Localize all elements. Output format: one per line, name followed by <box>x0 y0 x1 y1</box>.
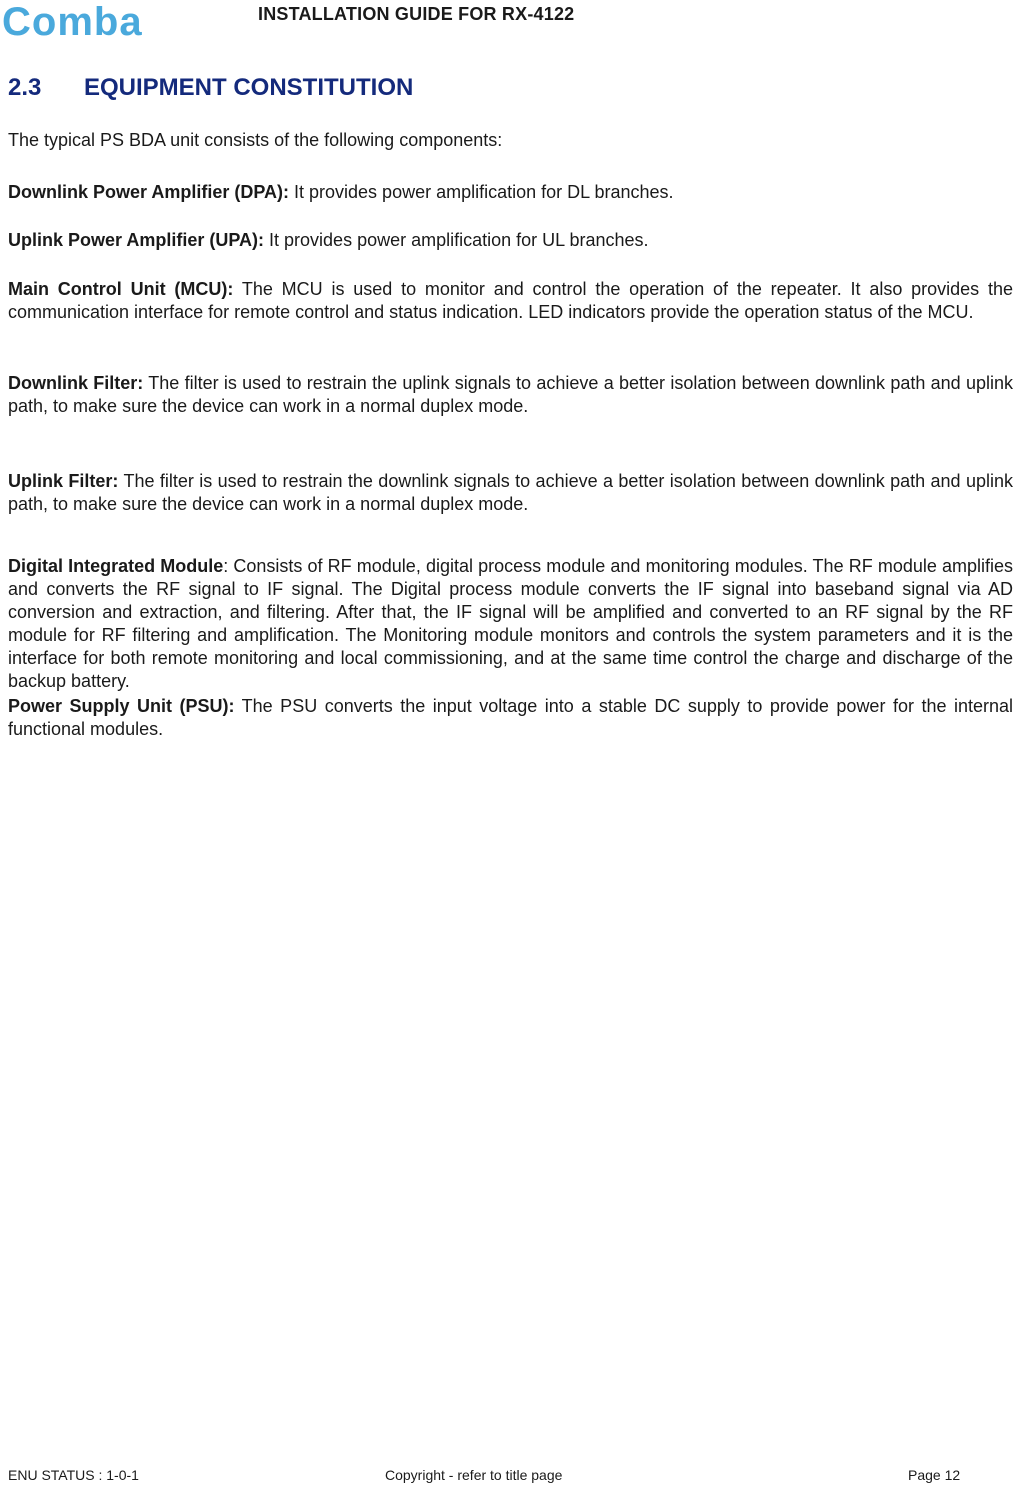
uplink-filter-term: Uplink Filter: <box>8 471 119 491</box>
digital-module-paragraph: Digital Integrated Module: Consists of RF module, digital process module and monitoring modules. The RF module amplifies and converts the RF signal to IF signal. The Digital process module converts the IF signal into baseband signal via AD conversion and extraction, and filtering. After that, the IF signal will be amplified and converted to an RF signal by the RF module for RF filtering and amplification. The Monitoring module monitors and controls the system parameters and it is the interface for both remote monitoring and local commissioning, and at the same time control the charge and discharge of the backup battery. <box>8 556 1014 691</box>
section-heading <box>8 74 413 102</box>
footer-copyright: Copyright - refer to title page <box>385 1467 563 1483</box>
mcu-paragraph: Main Control Unit (MCU): The MCU is used to monitor and control the operation of the repeater. It also provides the communication interface for remote control and status indication. LED indicators provide the operation status of the MCU. <box>8 279 1014 322</box>
digital-module-term: Digital Integrated Module <box>8 556 224 576</box>
dpa-term: Downlink Power Amplifier (DPA): <box>8 182 290 202</box>
section-title: EQUIPMENT CONSTITUTION <box>84 74 414 101</box>
section-number: 2.3 <box>8 74 42 101</box>
mcu-term: Main Control Unit (MCU): <box>8 279 234 299</box>
uplink-filter-paragraph: Uplink Filter: The filter is used to restrain the downlink signals to achieve a better isolation between downlink path and uplink path, to make sure the device can work in a normal duplex mode. <box>8 471 1013 514</box>
upa-paragraph: Uplink Power Amplifier (UPA): It provides power amplification for UL branches. <box>8 230 649 250</box>
psu-paragraph: Power Supply Unit (PSU): The PSU converts the input voltage into a stable DC supply to provide power for the internal functional modules. <box>8 696 1013 739</box>
comba-logo <box>2 2 182 40</box>
dpa-paragraph: Downlink Power Amplifier (DPA): It provides power amplification for DL branches. <box>8 182 674 202</box>
intro-paragraph: The typical PS BDA unit consists of the following components: <box>8 130 503 150</box>
footer-status: ENU STATUS : 1-0-1 <box>8 1467 139 1483</box>
logo-text: Comba <box>2 2 143 40</box>
downlink-filter-paragraph: Downlink Filter: The filter is used to restrain the uplink signals to achieve a better isolation between downlink path and uplink path, to make sure the device can work in a normal duplex mode. <box>8 373 1014 416</box>
downlink-filter-term: Downlink Filter: <box>8 373 144 393</box>
footer-page-number: Page 12 <box>908 1467 961 1483</box>
document-title: INSTALLATION GUIDE FOR RX-4122 <box>258 4 575 24</box>
upa-term: Uplink Power Amplifier (UPA): <box>8 230 265 250</box>
psu-term: Power Supply Unit (PSU): <box>8 696 235 716</box>
